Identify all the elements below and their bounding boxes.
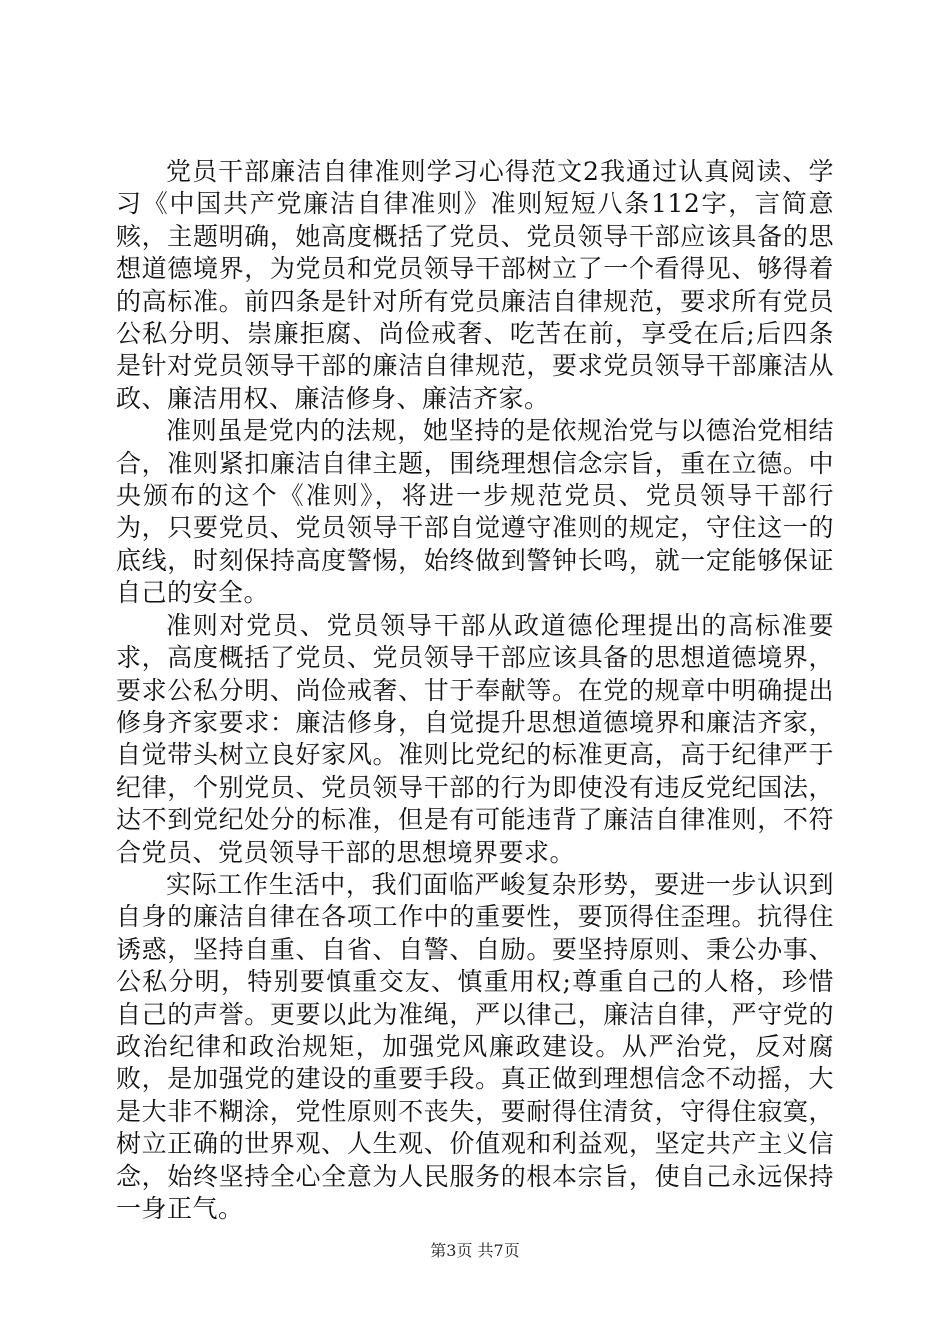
paragraph-2: 准则虽是党内的法规，她坚持的是依规治党与以德治党相结合，准则紧扣廉洁自律主题，围绕理想信念宗旨，重在立德。中央颁布的这个《准则》，将进一步规范党员、党员领导干部行为，只要党员、党员领导干部自觉遵守准则的规定，守住这一的底线，时刻保持高度警惕，始终做到警钟长鸣，就一定能够保证自己的安全。: [116, 416, 834, 608]
page-number-footer: 第3页 共7页: [430, 1241, 520, 1260]
paragraph-1: 党员干部廉洁自律准则学习心得范文2我通过认真阅读、学习《中国共产党廉洁自律准则》准则短短八条112字，言简意赅，主题明确，她高度概括了党员、党员领导干部应该具备的思想道德境界，为党员和党员领导干部树立了一个看得见、够得着的高标准。前四条是针对所有党员廉洁自律规范，要求所有党员公私分明、崇廉拒腐、尚俭戒奢、吃苦在前，享受在后;后四条是针对党员领导干部的廉洁自律规范，要求党员领导干部廉洁从政、廉洁用权、廉洁修身、廉洁齐家。: [116, 157, 834, 413]
paragraph-4: 实际工作生活中，我们面临严峻复杂形势，要进一步认识到自身的廉洁自律在各项工作中的重要性，要顶得住歪理。抗得住诱惑，坚持自重、自省、自警、自励。要坚持原则、秉公办事、公私分明，特别要慎重交友、慎重用权;尊重自己的人格，珍惜自己的声誉。更要以此为准绳，严以律己，廉洁自律，严守党的政治纪律和政治规矩，加强党风廉政建设。从严治党，反对腐败，是加强党的建设的重要手段。真正做到理想信念不动摇，大是大非不糊涂，党性原则不丧失，要耐得住清贫，守得住寂寞，树立正确的世界观、人生观、价值观和利益观，坚定共产主义信念，始终坚持全心全意为人民服务的根本宗旨，使自己永远保持一身正气。: [116, 869, 834, 1223]
document-body: [116, 156, 834, 1225]
paragraph-3: 准则对党员、党员领导干部从政道德伦理提出的高标准要求，高度概括了党员、党员领导干部应该具备的思想道德境界，要求公私分明、尚俭戒奢、甘于奉献等。在党的规章中明确提出修身齐家要求：廉洁修身，自觉提升思想道德境界和廉洁齐家，自觉带头树立良好家风。准则比党纪的标准更高，高于纪律严于纪律，个别党员、党员领导干部的行为即使没有违反党纪国法，达不到党纪处分的标准，但是有可能违背了廉洁自律准则，不符合党员、党员领导干部的思想境界要求。: [116, 610, 834, 867]
